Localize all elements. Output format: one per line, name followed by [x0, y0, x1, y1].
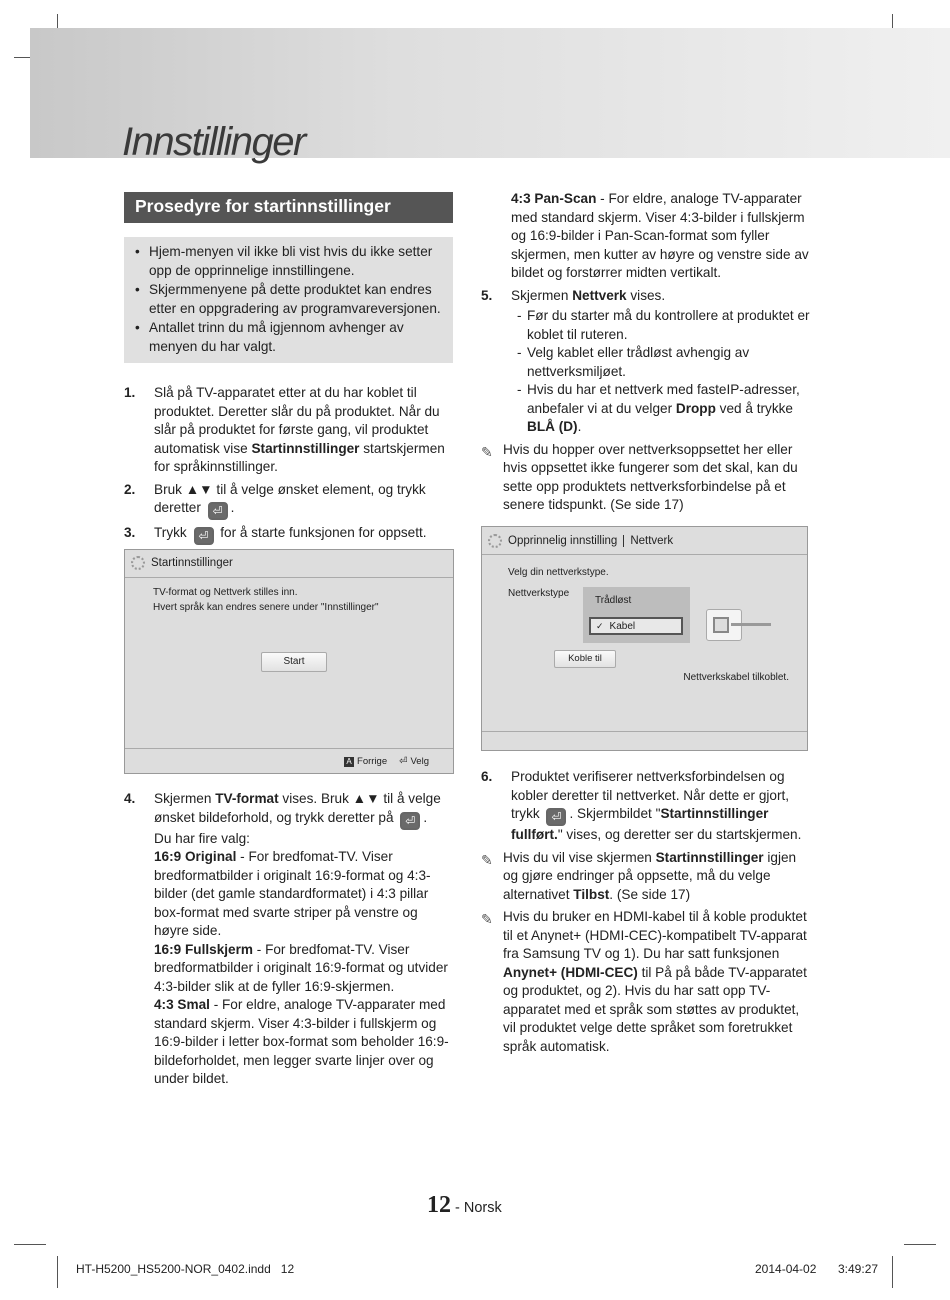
- option-cable[interactable]: [589, 617, 683, 635]
- step-3: [124, 524, 454, 545]
- option-wireless[interactable]: Trådløst: [595, 595, 632, 606]
- right-bottom: [481, 768, 811, 1056]
- crop-mark: [904, 1244, 936, 1245]
- option-name: 4:3 Smal: [154, 997, 210, 1012]
- enter-key-icon: ⏎: [194, 527, 214, 545]
- step-text: startskjermen for språkinnstillinger.: [154, 440, 445, 474]
- note-startup-again: [481, 849, 811, 905]
- enter-key-icon: ⏎: [546, 808, 566, 826]
- footer-time: 3:49:27: [838, 1262, 879, 1276]
- connection-status: Nettverkskabel tilkoblet.: [683, 672, 789, 683]
- note-network-skip: [481, 441, 811, 515]
- dash-text: Hvis du har et nettverk med fasteIP-adresser, anbefaler vi at du velger: [527, 382, 800, 416]
- step-text: for å starte funksjonen for oppsett.: [220, 525, 427, 540]
- screen-message: TV-format og Nettverk stilles inn.: [153, 587, 298, 598]
- step-text: Produktet verifiserer nettverksforbindelsen og kobler deretter til nettverket. Når dette er gjort, trykk: [511, 769, 790, 821]
- screen-message: Hvert språk kan endres senere under "Innstillinger": [153, 602, 379, 613]
- step-number: 3.: [124, 525, 136, 540]
- note-text: til På på både TV-apparatet og produktet, og 2). Hvis du har satt opp TV-apparatet med et språk som støttes av produktet, vil produktet velge dette språket som foretrukket språk automatisk.: [503, 964, 807, 1054]
- footer-date: 2014-04-02: [755, 1262, 817, 1276]
- select-label: Velg: [410, 756, 429, 767]
- network-screen: [481, 526, 808, 751]
- check-icon: ✓: [596, 620, 604, 631]
- dash-item: [511, 381, 811, 437]
- divider: [125, 748, 453, 749]
- option-name: 16:9 Fullskjerm: [154, 941, 253, 957]
- notes-box: [124, 237, 453, 363]
- ethernet-cable-icon: [706, 609, 742, 641]
- step-text: Skjermen: [154, 791, 216, 806]
- format-option: [154, 996, 454, 1089]
- step-6: [481, 768, 811, 845]
- option-desc: - For eldre, analoge TV-apparater med standard skjerm. Viser 4:3-bilder i fullskjerm og 16:9-bilder i Pan-Scan-format som fyller skjermen, men kutter av høyre og venstre side av bildet og forstørrer midten vertikalt.: [511, 191, 809, 280]
- note-item: • Skjermmenyene på dette produktet kan endres etter en oppgradering av programvareversjonen.: [135, 281, 445, 318]
- screen-title-text: Startinnstillinger: [151, 557, 233, 569]
- step-text: " vises, og deretter ser du startskjermen.: [557, 827, 802, 842]
- step-text: vises. Bruk ▲▼ til å velge ønsket bildeforhold, og trykk deretter på: [154, 791, 441, 825]
- step-text: Slå på TV-apparatet etter at du har koblet til produktet. Deretter slår du på produktet. Når du slår på produktet for første gang, vil produktet automatisk vise: [154, 385, 440, 456]
- pencil-icon: ✎: [481, 443, 493, 460]
- enter-key-icon: ⏎: [400, 812, 420, 830]
- screen-title-text: Nettverk: [630, 535, 674, 547]
- pencil-icon: ✎: [481, 851, 493, 868]
- choices-intro: Du har fire valg:: [154, 830, 250, 846]
- connect-button[interactable]: Koble til: [554, 650, 616, 668]
- step-text: Bruk ▲▼ til å velge ønsket element, og trykk deretter: [154, 481, 426, 515]
- start-button[interactable]: Start: [261, 652, 327, 672]
- dash-item: - Før du starter må du kontrollere at produktet er koblet til ruteren.: [511, 307, 811, 344]
- option-desc: - For bredfomat-TV. Viser bredformatbilder i originalt 16:9-format og utvider 4:3-bilder slik at de fyller 16:9-skjermen.: [154, 941, 448, 994]
- crop-mark: [14, 1244, 46, 1245]
- note-bold: Tilbst: [573, 886, 610, 902]
- note-item: • Hjem-menyen vil ikke bli vist hvis du ikke setter opp de opprinnelige innstillingene.: [135, 243, 445, 280]
- step-text: .: [423, 809, 428, 825]
- network-type-list: [583, 587, 690, 643]
- step-2: [124, 481, 454, 521]
- note-text: Hvis du hopper over nettverksoppsettet her eller hvis oppsettet ikke fungerer som det skal, kan du sette opp produktets nettverksforbindelse på et senere tidspunkt. (Se side 17): [503, 441, 798, 512]
- divider: [482, 554, 807, 555]
- step-text: .: [230, 500, 235, 515]
- gear-icon: [488, 534, 502, 548]
- crop-mark: [892, 1256, 893, 1288]
- step-number: 6.: [481, 769, 493, 784]
- dash-item: - Velg kablet eller trådløst avhengig av nettverksmiljøet.: [511, 344, 811, 381]
- section-heading: Prosedyre for startinnstillinger: [124, 192, 453, 223]
- screen-title-text: Opprinnelig innstilling: [508, 535, 618, 547]
- step-text: Trykk: [154, 525, 187, 540]
- page-number: 12: [427, 1192, 451, 1218]
- step-bold: Startinnstillinger fullført.: [511, 806, 769, 842]
- left-steps: [124, 384, 454, 549]
- enter-icon: ⏎: [399, 756, 408, 767]
- screen-prompt: Velg din nettverkstype.: [508, 567, 609, 578]
- step-number: 2.: [124, 481, 136, 497]
- note-text: igjen og gjøre endringer på oppsette, må du velge alternativet: [503, 849, 797, 902]
- step-number: 4.: [124, 791, 136, 806]
- gear-icon: [131, 556, 145, 570]
- step-text: Skjermen: [511, 287, 573, 303]
- network-type-label: Nettverkstype: [508, 588, 570, 599]
- step-number: 1.: [124, 385, 136, 400]
- format-option: [154, 848, 454, 941]
- option-name: 16:9 Original: [154, 849, 237, 864]
- option-name: 4:3 Pan-Scan: [511, 191, 597, 206]
- footer-file: HT-H5200_HS5200-NOR_0402.indd 12: [76, 1262, 295, 1276]
- step-5: [481, 287, 811, 437]
- note-text: Hvis du vil vise skjermen: [503, 849, 656, 865]
- screen-title: [488, 534, 673, 548]
- step-1: [124, 384, 454, 477]
- note-text: . (Se side 17): [609, 886, 691, 902]
- format-option: [154, 941, 454, 997]
- note-bold: Anynet+ (HDMI-CEC): [503, 964, 638, 980]
- pencil-icon: ✎: [481, 911, 493, 927]
- left-step4: [124, 790, 454, 1093]
- page-language: - Norsk: [455, 1200, 502, 1216]
- dash-bold: BLÅ (D): [527, 419, 578, 434]
- screen-title: [131, 556, 233, 570]
- startup-settings-screen: [124, 549, 454, 774]
- divider: [482, 731, 807, 732]
- step-bold: Nettverk: [572, 287, 627, 303]
- step-text: vises.: [626, 287, 666, 303]
- dash-bold: Dropp: [675, 400, 716, 416]
- pan-scan-option: [481, 190, 811, 283]
- crop-mark: [57, 1256, 58, 1288]
- back-key[interactable]: [344, 756, 387, 767]
- note-text: Hvis du bruker en HDMI-kabel til å koble produktet til et Anynet+ (HDMI-CEC)-kompatibelt TV-apparat fra Samsung TV og 1). Du har satt funksjonen: [503, 909, 807, 961]
- step-text: . Skjermbildet ": [569, 806, 661, 821]
- enter-key-icon: ⏎: [208, 502, 228, 520]
- page-title: Innstillinger: [122, 120, 305, 164]
- title-separator: [623, 535, 624, 547]
- back-label: Forrige: [357, 756, 388, 767]
- step-number: 5.: [481, 287, 493, 303]
- dash-text: ved å trykke: [715, 400, 793, 416]
- step-bold: TV-format: [215, 791, 279, 806]
- dash-text: .: [577, 419, 582, 434]
- option-desc: - For bredfomat-TV. Viser bredformatbilder i originalt 16:9-format og 4:3-bilder (det gamle standardformatet) i 4:3 pillar box-format med svarte striper på venstre og høyre side.: [154, 849, 431, 938]
- option-desc: - For eldre, analoge TV-apparater med standard skjerm. Viser 4:3-bilder i fullskjerm og 16:9-bilder i letter box-format som beholder 16:9-bildeforholdet, men legger svarte linjer over og under bildet.: [154, 997, 449, 1086]
- step-bold: Startinnstillinger: [251, 440, 360, 456]
- right-top: [481, 190, 811, 515]
- select-key[interactable]: [399, 756, 429, 767]
- option-label: Kabel: [609, 620, 636, 632]
- screen-footer: [344, 756, 429, 767]
- a-key-icon: A: [344, 757, 354, 767]
- note-hdmi: [481, 908, 811, 1056]
- divider: [125, 577, 453, 578]
- note-item: • Antallet trinn du må igjennom avhenger av menyen du har valgt.: [135, 319, 445, 356]
- step-4: [124, 790, 454, 1089]
- note-bold: Startinnstillinger: [655, 849, 764, 865]
